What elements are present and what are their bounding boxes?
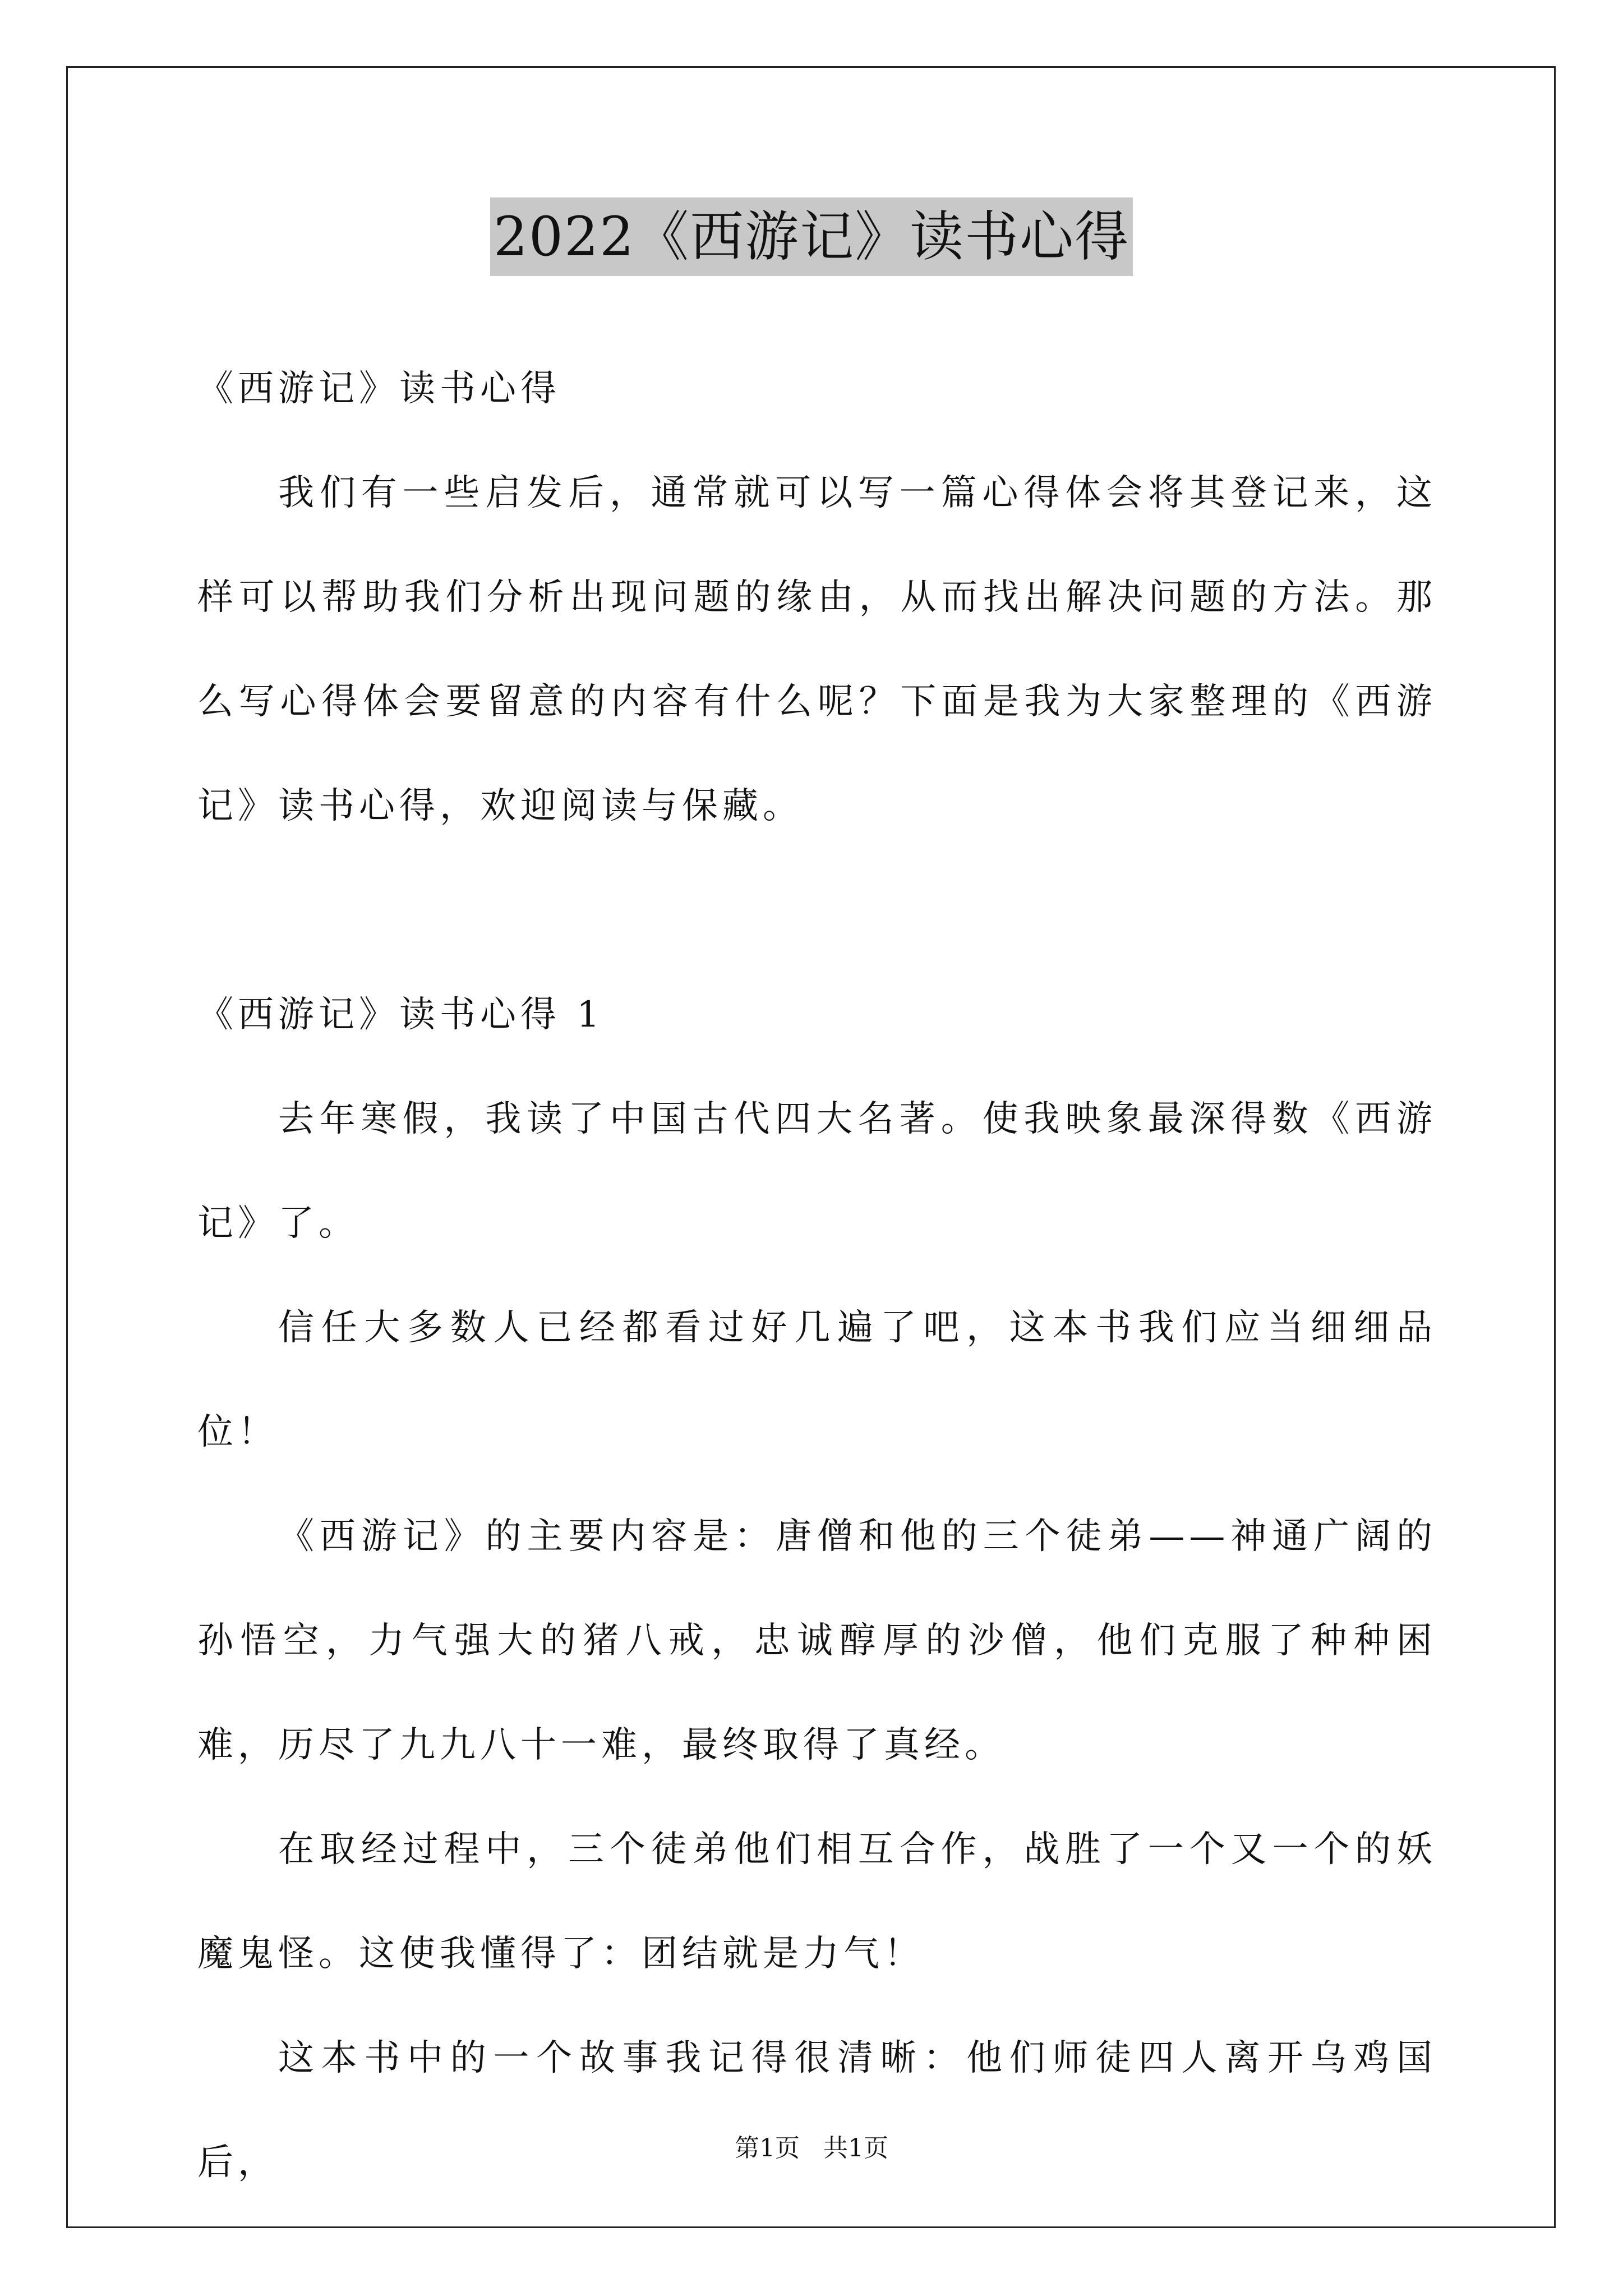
paragraph-gap	[197, 858, 1437, 963]
paragraph: 去年寒假，我读了中国古代四大名著。使我映象最深得数《西游记》了。	[197, 1098, 1437, 1244]
paragraph: 这本书中的一个故事我记得很清晰：他们师徒四人离开乌鸡国后，	[197, 2037, 1437, 2183]
document-title: 2022《西游记》读书心得	[490, 197, 1133, 276]
subtitle: 《西游记》读书心得	[197, 368, 561, 409]
page-number: 第1页	[735, 2134, 800, 2162]
paragraph: 《西游记》的主要内容是：唐僧和他的三个徒弟——神通广阔的孙悟空，力气强大的猪八戒，忠诚醇厚的沙僧，他们克服了种种困难，历尽了九九八十一难，最终取得了真经。	[197, 1516, 1437, 1766]
document-body	[197, 337, 1437, 2215]
paragraph: 信任大多数人已经都看过好几遍了吧，这本书我们应当细细品位！	[197, 1307, 1437, 1453]
section-heading: 《西游记》读书心得 1	[197, 994, 605, 1036]
page-total: 共1页	[823, 2134, 888, 2162]
intro-paragraph: 我们有一些启发后，通常就可以写一篇心得体会将其登记来，这样可以帮助我们分析出现问题的缘由，从而找出解决问题的方法。那么写心得体会要留意的内容有什么呢？下面是我为大家整理的《西游记》读书心得，欢迎阅读与保藏。	[197, 472, 1437, 827]
page-footer	[0, 2132, 1623, 2165]
title-container	[0, 197, 1623, 276]
paragraph: 在取经过程中，三个徒弟他们相互合作，战胜了一个又一个的妖魔鬼怪。这使我懂得了：团结就是力气！	[197, 1829, 1437, 1975]
